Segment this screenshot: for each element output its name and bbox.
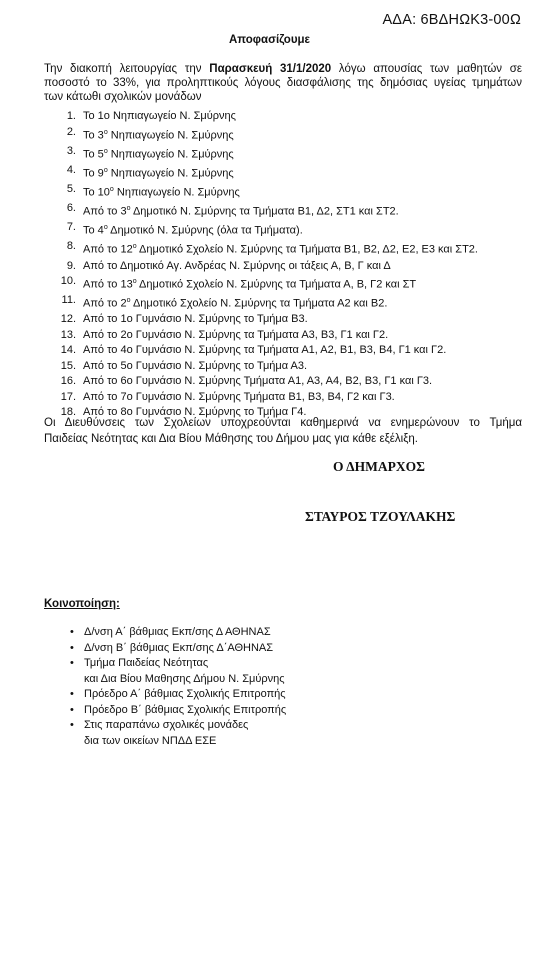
list-item-text-pre: Το 3 <box>83 129 104 142</box>
list-item-text <box>83 125 234 144</box>
list-item-text-post: Νηπιαγωγείο Ν. Σμύρνης <box>113 186 240 199</box>
recipient-item <box>70 718 286 749</box>
list-item <box>56 328 478 344</box>
list-item-text-pre: Από το 6ο Γυμνάσιο Ν. Σμύρνης Τμήματα Α1, Α3, Α4, Β2, Β3, Γ1 και Γ3. <box>83 375 433 388</box>
list-item-text <box>83 328 388 344</box>
list-item <box>56 359 478 375</box>
ordinal-superscript: ο <box>103 224 108 232</box>
list-item <box>56 374 478 390</box>
ordinal-superscript: ο <box>126 297 131 305</box>
recipient-line: Δ/νση Β΄ βάθμιας Εκπ/σης Δ΄ΑΘΗΝΑΣ <box>84 641 274 654</box>
list-item-number: 15. <box>60 359 76 372</box>
list-item-text-post: Νηπιαγωγείο Ν. Σμύρνης <box>107 167 234 180</box>
recipient-line: Τμήμα Παιδείας Νεότητας <box>84 657 209 669</box>
list-item-text <box>83 182 240 201</box>
list-item <box>56 163 478 182</box>
list-item-number: 10. <box>60 275 76 288</box>
list-item-text-pre: Το 5 <box>83 148 104 161</box>
koinopoiisi-label: Κοινοποίηση: <box>44 598 120 610</box>
list-item <box>56 125 478 144</box>
bullet-icon: • <box>70 688 74 700</box>
list-item-text-post: Δημοτικό Σχολείο Ν. Σμύρνης τα Τμήματα Α, Β, Γ2 και ΣΤ <box>136 278 417 291</box>
recipient-line: Στις παραπάνω σχολικές μονάδες <box>84 719 249 731</box>
intro-line-3: των κάτωθι σχολικών μονάδων <box>44 91 202 103</box>
list-item-text <box>83 359 307 375</box>
list-item-number: 16. <box>60 375 76 388</box>
list-item-number: 6. <box>66 202 76 215</box>
list-item-text-post: Νηπιαγωγείο Ν. Σμύρνης <box>107 129 234 142</box>
list-item <box>56 343 478 359</box>
intro-pre: Την διακοπή λειτουργίας την <box>44 63 210 75</box>
bullet-icon: • <box>70 626 74 638</box>
list-item-text-pre: Από το 12 <box>83 244 133 257</box>
list-item-number: 17. <box>60 390 76 403</box>
list-item-text-post: Δημοτικό Ν. Σμύρνης (όλα τα Τμήματα). <box>107 224 303 237</box>
list-item-number: 4. <box>66 163 76 176</box>
intro-line-2: ποσοστό το 33%, για προληπτικούς λόγους διασφάλισης της δημόσιας υγείας τμημάτων <box>44 77 522 89</box>
ordinal-superscript: ο <box>103 147 108 155</box>
list-item <box>56 239 478 258</box>
bullet-icon: • <box>70 641 74 654</box>
list-item <box>56 293 478 312</box>
recipient-line-continuation: δια των οικείων ΝΠΔΔ ΕΣΕ <box>84 734 217 747</box>
closing-line-1: Οι Διευθύνσεις των Σχολείων υποχρεούνται καθημερινά να ενημερώνουν το Τμήμα <box>44 417 522 429</box>
recipient-line: Πρόεδρο Β΄ βάθμιας Σχολικής Επιτροπής <box>84 703 287 716</box>
list-item-text <box>83 239 478 258</box>
list-item-text-pre: Από το 5ο Γυμνάσιο Ν. Σμύρνης το Τμήμα Α3. <box>83 359 308 372</box>
list-item-text-post: Δημοτικό Σχολείο Ν. Σμύρνης τα Τμήματα Α2 και Β2. <box>130 297 388 310</box>
ordinal-superscript: ο <box>103 128 108 136</box>
recipient-line: Πρόεδρο Α΄ βάθμιας Σχολικής Επιτροπής <box>84 688 286 700</box>
list-item-text-pre: Το 4 <box>83 224 104 237</box>
list-item-text-pre: Από το 3 <box>83 205 127 218</box>
mayor-name: ΣΤΑΥΡΟΣ ΤΖΟΥΛΑΚΗΣ <box>305 509 456 524</box>
list-item <box>56 312 478 328</box>
list-item <box>56 259 478 275</box>
list-item-text <box>83 201 399 220</box>
ordinal-superscript: ο <box>126 205 131 213</box>
list-item-text <box>83 374 432 390</box>
mayor-title: Ο ΔΗΜΑΡΧΟΣ <box>333 459 425 474</box>
list-item-number: 14. <box>60 344 76 357</box>
intro-post: λόγω απουσίας των μαθητών σε <box>331 63 523 75</box>
recipient-item <box>70 656 286 687</box>
list-item <box>56 274 478 293</box>
list-item-text-pre: Από το 7ο Γυμνάσιο Ν. Σμύρνης Τμήματα Β1, Β3, Β4, Γ2 και Γ3. <box>83 390 395 403</box>
list-item-text <box>83 163 234 182</box>
list-item-number: 13. <box>60 328 76 341</box>
closing-paragraph <box>44 415 522 447</box>
list-item <box>56 220 478 239</box>
list-item-text-pre: Από το 1ο Γυμνάσιο Ν. Σμύρνης το Τμήμα Β3. <box>83 313 308 326</box>
intro-line-1 <box>44 62 522 76</box>
list-item-text <box>83 109 236 125</box>
bullet-icon: • <box>70 703 74 716</box>
list-item-number: 2. <box>66 125 76 138</box>
recipient-line: Δ/νση Α΄ βάθμιας Εκπ/σης Δ ΑΘΗΝΑΣ <box>84 626 271 638</box>
ordinal-superscript: ο <box>109 185 114 193</box>
list-item-text-pre: Από το 2 <box>83 297 127 310</box>
list-item-text-post: Δημοτικό Ν. Σμύρνης τα Τμήματα Β1, Δ2, ΣΤ1 και ΣΤ2. <box>130 205 399 218</box>
list-item-text-pre: Από το Δημοτικό Αγ. Ανδρέας Ν. Σμύρνης οι τάξεις Α, Β, Γ και Δ <box>83 259 391 272</box>
list-item <box>56 201 478 220</box>
list-item-text <box>83 274 416 293</box>
ada-code: ΑΔΑ: 6ΒΔΗΩΚ3-00Ω <box>382 12 521 28</box>
recipient-item <box>70 703 286 719</box>
ordinal-superscript: ο <box>132 278 137 286</box>
list-item-text <box>83 259 391 275</box>
list-item-text-pre: Το 1ο Νηπιαγωγείο Ν. Σμύρνης <box>83 110 236 122</box>
school-list <box>56 109 478 421</box>
list-item-text-post: Νηπιαγωγείο Ν. Σμύρνης <box>107 148 234 161</box>
ordinal-superscript: ο <box>103 166 108 174</box>
recipient-item <box>70 625 286 641</box>
ordinal-superscript: ο <box>132 243 137 251</box>
list-item <box>56 109 478 125</box>
bullet-icon: • <box>70 719 74 731</box>
list-item-number: 18. <box>60 406 76 419</box>
list-item-text-pre: Από το 2ο Γυμνάσιο Ν. Σμύρνης τα Τμήματα Α3, Β3, Γ1 και Γ2. <box>83 328 389 341</box>
list-item-text-pre: Από το 13 <box>83 278 133 291</box>
list-item <box>56 182 478 201</box>
decision-heading: Αποφασίζουμε <box>228 34 311 46</box>
list-item-number: 7. <box>66 221 76 234</box>
list-item-text <box>83 220 303 239</box>
list-item-number: 11. <box>61 294 76 307</box>
list-item <box>56 390 478 406</box>
recipient-item <box>70 641 286 657</box>
intro-date: Παρασκευή 31/1/2020 <box>209 63 332 75</box>
list-item-number: 12. <box>60 313 76 326</box>
list-item-text <box>83 144 234 163</box>
list-item-number: 9. <box>66 259 76 272</box>
list-item-number: 8. <box>66 240 76 253</box>
list-item <box>56 144 478 163</box>
list-item-text-post: Δημοτικό Σχολείο Ν. Σμύρνης τα Τμήματα Β1, Β2, Δ2, Ε2, Ε3 και ΣΤ2. <box>136 244 478 257</box>
list-item-text <box>83 293 387 312</box>
list-item-text <box>83 343 446 359</box>
list-item-text-pre: Από το 8ο Γυμνάσιο Ν. Σμύρνης το Τμήμα Γ4. <box>83 406 307 419</box>
recipient-item <box>70 687 286 703</box>
recipient-list <box>70 625 286 749</box>
list-item-text-pre: Το 9 <box>83 167 104 180</box>
intro-paragraph <box>44 62 522 104</box>
list-item-number: 1. <box>66 110 76 122</box>
list-item-text-pre: Από το 4ο Γυμνάσιο Ν. Σμύρνης τα Τμήματα Α1, Α2, Β1, Β3, Β4, Γ1 και Γ2. <box>83 344 447 357</box>
list-item-text-pre: Το 10 <box>83 186 110 199</box>
list-item-text <box>83 312 308 328</box>
recipient-line-continuation: και Δια Βίου Μαθησης Δήμου Ν. Σμύρνης <box>84 672 285 685</box>
list-item-number: 5. <box>66 182 76 195</box>
list-item-text <box>83 390 395 406</box>
bullet-icon: • <box>70 657 74 669</box>
list-item-number: 3. <box>66 144 76 157</box>
closing-line-2: Παιδείας Νεότητας και Δια Βίου Μάθησης του Δήμου μας για κάθε εξέλιξη. <box>44 433 418 445</box>
